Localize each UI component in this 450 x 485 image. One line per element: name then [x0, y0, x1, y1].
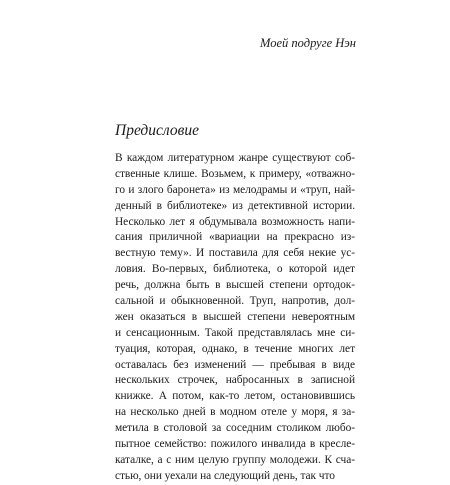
- text-line: туация, которая, однако, в течение многих лет: [115, 342, 355, 355]
- text-line: Несколько лет я обдумывала возможность напи-: [115, 215, 355, 228]
- text-line: каталке, а с ним целую группу молодежи. К сча-: [115, 453, 355, 466]
- text-line: нескольких строчек, набросанных в записной: [115, 374, 355, 387]
- text-line: ственные клише. Возьмем, к примеру, «отважно-: [115, 167, 355, 180]
- dedication: Моей подруге Нэн: [260, 36, 356, 50]
- text-line: ловия. Во-первых, библиотека, о которой идет: [115, 263, 355, 276]
- text-line: жен оказаться в высшей степени невероятным: [115, 310, 355, 323]
- text-line: сальной и обыкновенной. Труп, напротив, дол-: [115, 295, 355, 308]
- text-line: стью, они уехали на следующий день, так что: [115, 469, 335, 482]
- text-line: и сенсационным. Такой представлялась мне си-: [115, 326, 355, 339]
- text-line: денный в библиотеке» из детективной истории.: [115, 199, 355, 212]
- text-line: пытное семейство: пожилого инвалида в кресле-: [115, 438, 355, 451]
- text-line: оставалась без изменений — пребывая в виде: [115, 358, 355, 371]
- text-line: книжке. А потом, как-то летом, остановившись: [115, 390, 355, 403]
- text-line: го и злого баронета» из мелодрамы и «труп, най-: [115, 183, 355, 196]
- text-line: речь, должна быть в высшей степени ортодок-: [115, 279, 355, 292]
- text-line: сания приличной «вариации на прекрасно из-: [115, 231, 355, 244]
- chapter-heading: Предисловие: [115, 122, 199, 139]
- text-line: вестную тему». И поставила для себя некие ус-: [115, 247, 355, 260]
- text-line: на несколько дней в модном отеле у моря, я за-: [115, 406, 355, 419]
- text-line: метила в столовой за соседним столиком любо-: [115, 422, 355, 435]
- body-text: [115, 151, 355, 485]
- text-line: В каждом литературном жанре существуют соб-: [115, 152, 355, 164]
